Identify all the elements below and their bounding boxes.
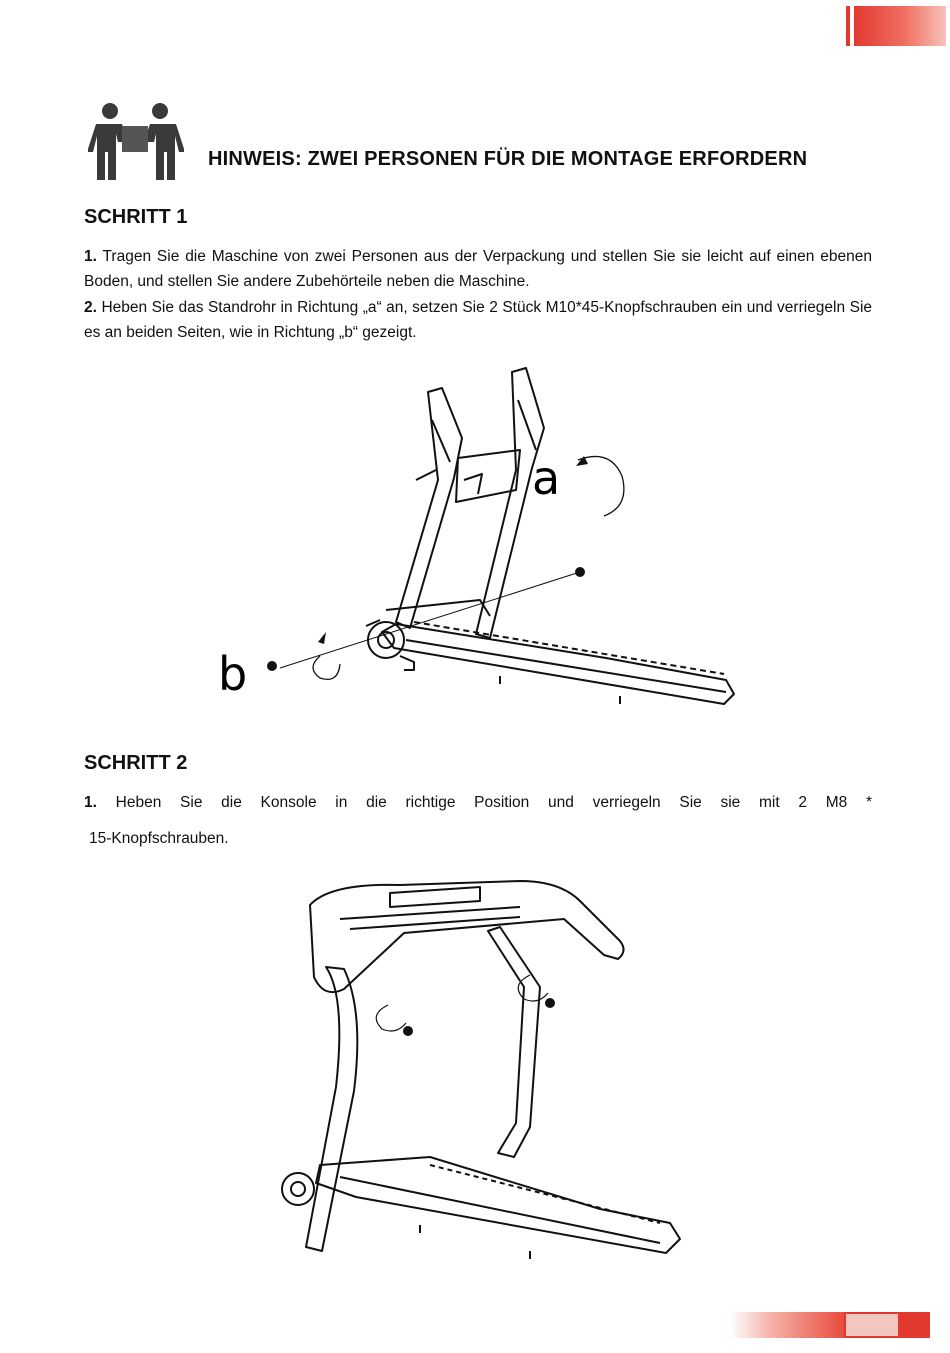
- assembly-notice: HINWEIS: ZWEI PERSONEN FÜR DIE MONTAGE ERFORDERN: [208, 148, 808, 170]
- top-corner-decoration: [846, 6, 946, 46]
- item-text: Heben Sie die Konsole in die richtige Position und verriegeln Sie sie mit 2 M8 *: [115, 794, 872, 811]
- arrow-label-a: a: [532, 451, 561, 505]
- step-1-title: SCHRITT 1: [84, 206, 188, 228]
- item-text: Tragen Sie die Maschine von zwei Personen aus der Verpackung und stellen Sie sie leicht auf einen ebenen Boden, und stellen Sie andere Zubehörteile neben die Maschine.: [84, 248, 872, 290]
- bottom-corner-decoration: [730, 1312, 930, 1338]
- step-1-illustration: [200, 360, 760, 720]
- step-2-illustration: [270, 875, 690, 1275]
- step-2-item-1: [84, 790, 872, 815]
- item-number: 1.: [84, 794, 97, 811]
- step-2-item-1-continuation: 15-Knopfschrauben.: [89, 830, 229, 847]
- arrow-label-b: b: [218, 647, 248, 701]
- item-number: 1.: [84, 248, 97, 265]
- two-people-carrying-box-icon: [88, 100, 184, 182]
- item-number: 2.: [84, 299, 97, 316]
- step-1-item-1: [84, 244, 872, 294]
- item-text: Heben Sie das Standrohr in Richtung „a“ an, setzen Sie 2 Stück M10*45-Knopfschrauben ein und verriegeln Sie es an beiden Seiten, wie in Richtung „b“ gezeigt.: [84, 299, 873, 341]
- step-1-item-2: [84, 295, 872, 345]
- step-2-title: SCHRITT 2: [84, 752, 188, 774]
